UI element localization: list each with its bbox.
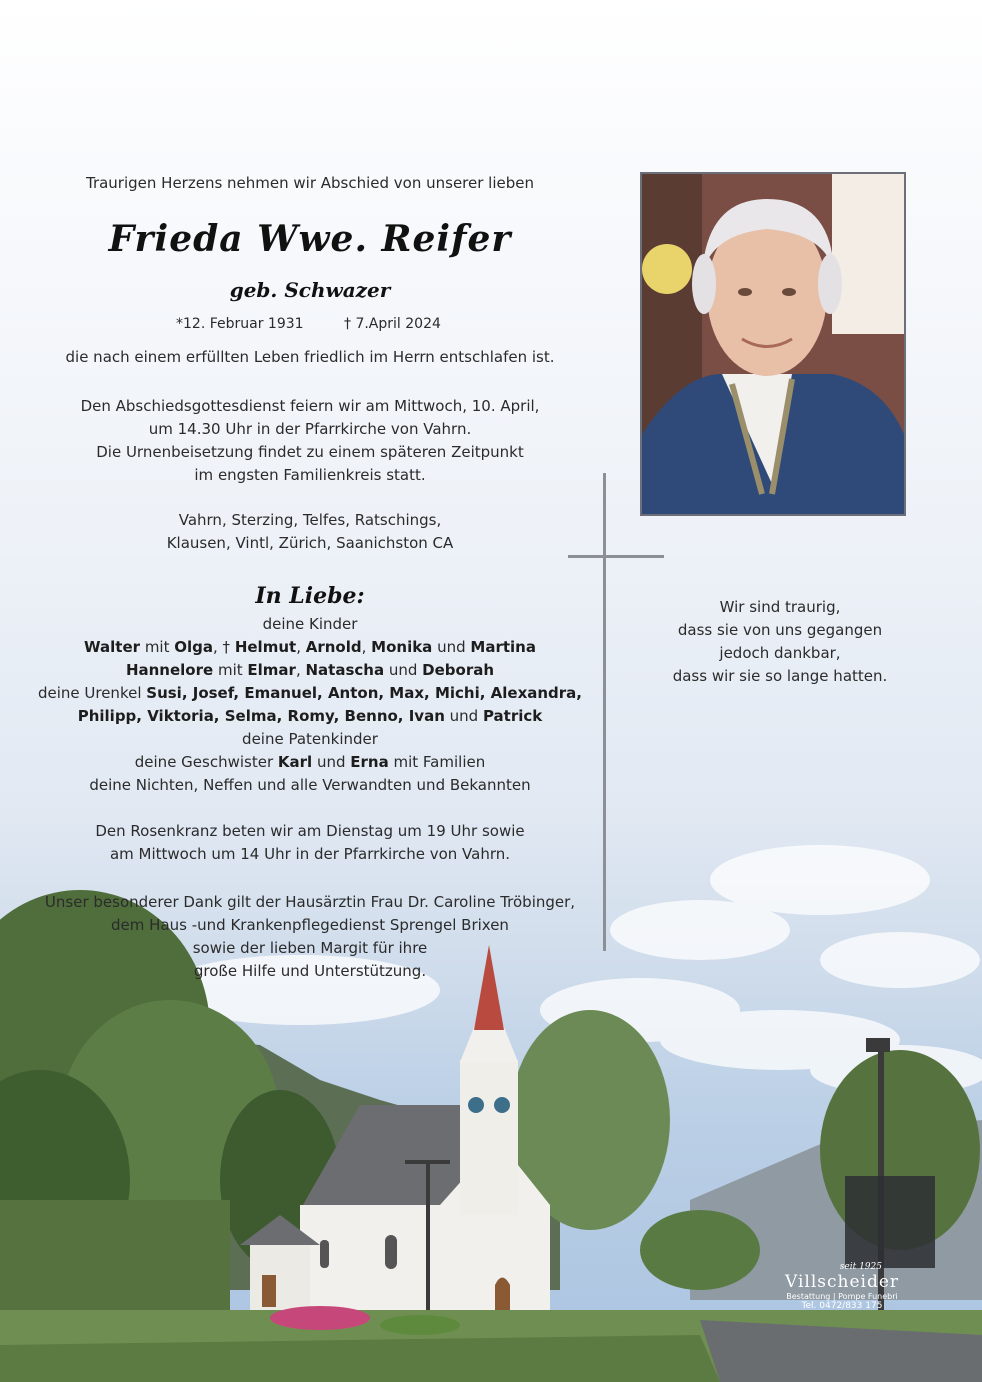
- thanks-line: sowie der lieben Margit für ihre: [192, 939, 428, 957]
- rosary-info: [20, 820, 600, 866]
- relatives-line: deine Nichten, Neffen und alle Verwandten und Bekannten: [89, 776, 531, 794]
- funeral-home-logo: [772, 1262, 912, 1311]
- service-info: [20, 395, 600, 487]
- logo-brand: Villscheider: [784, 1272, 900, 1292]
- places-line: Vahrn, Sterzing, Telfes, Ratschings,: [178, 511, 442, 529]
- siblings-line: deine Geschwister Karl und Erna mit Familien: [134, 753, 486, 771]
- poem: [640, 596, 920, 688]
- intro-text: Traurigen Herzens nehmen wir Abschied von unserer lieben: [85, 174, 535, 192]
- deceased-name: Frieda Wwe. Reifer: [108, 218, 512, 260]
- service-line: Den Abschiedsgottesdienst feiern wir am Mittwoch, 10. April,: [80, 397, 540, 415]
- children-line-2: Hannelore mit Elmar, Natascha und Deborah: [125, 661, 495, 679]
- logo-phone: Tel. 0472/833 175: [801, 1301, 883, 1311]
- cross-vertical: [603, 473, 606, 951]
- maiden-name: geb. Schwazer: [229, 278, 391, 302]
- logo-subtitle: Bestattung | Pompe Funebri: [786, 1292, 898, 1301]
- thanks-line: Unser besonderer Dank gilt der Hausärztin Frau Dr. Caroline Tröbinger,: [44, 893, 576, 911]
- children-label: deine Kinder: [262, 615, 358, 633]
- poem-line: Wir sind traurig,: [719, 598, 841, 616]
- poem-line: dass wir sie so lange hatten.: [672, 667, 888, 685]
- passed-line: die nach einem erfüllten Leben friedlich im Herrn entschlafen ist.: [65, 348, 555, 366]
- portrait-photo: [640, 172, 906, 516]
- grandchildren-line-2: Philipp, Viktoria, Selma, Romy, Benno, Ivan und Patrick: [77, 707, 543, 725]
- places: [20, 509, 600, 555]
- death-date: † 7.April 2024: [344, 316, 441, 332]
- rosary-line: am Mittwoch um 14 Uhr in der Pfarrkirche von Vahrn.: [109, 845, 511, 863]
- poem-line: jedoch dankbar,: [719, 644, 841, 662]
- thanks-text: [20, 891, 600, 983]
- cross-horizontal: [568, 555, 664, 558]
- places-line: Klausen, Vintl, Zürich, Saanichston CA: [166, 534, 454, 552]
- family-list: [20, 613, 600, 797]
- thanks-line: große Hilfe und Unterstützung.: [193, 962, 427, 980]
- service-line: um 14.30 Uhr in der Pfarrkirche von Vahrn.: [148, 420, 472, 438]
- thanks-line: dem Haus -und Krankenpflegedienst Sprengel Brixen: [111, 916, 509, 934]
- love-heading: In Liebe:: [255, 583, 365, 609]
- children-line-1: Walter mit Olga, † Helmut, Arnold, Monika und Martina: [84, 638, 536, 656]
- birth-date: *12. Februar 1931: [176, 316, 304, 332]
- logo-since: seit 1925: [839, 1262, 882, 1272]
- rosary-line: Den Rosenkranz beten wir am Dienstag um 19 Uhr sowie: [95, 822, 525, 840]
- service-line: im engsten Familienkreis statt.: [194, 466, 426, 484]
- poem-line: dass sie von uns gegangen: [677, 621, 883, 639]
- road-sign: [845, 1176, 935, 1268]
- grandchildren-line-1: deine Urenkel Susi, Josef, Emanuel, Anton, Max, Michi, Alexandra,: [37, 684, 583, 702]
- service-line: Die Urnenbeisetzung findet zu einem späteren Zeitpunkt: [96, 443, 524, 461]
- godchildren-label: deine Patenkinder: [242, 730, 378, 748]
